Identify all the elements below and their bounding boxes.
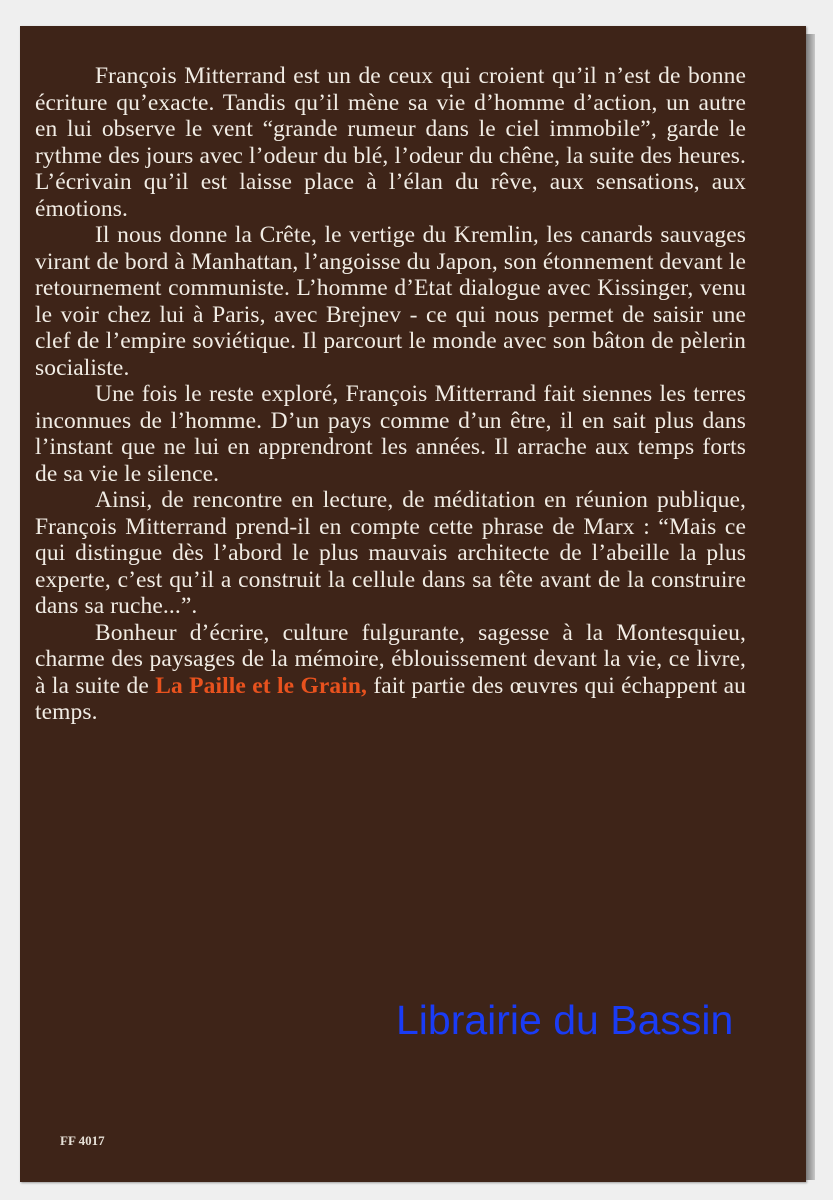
price-code: FF 4017 [60,1133,105,1148]
blurb-paragraph-5 [35,620,746,726]
blurb-paragraph-4: Ainsi, de rencontre en lecture, de méditation en réunion publique, François Mitterrand prend-il en compte cette phrase de Marx : “Mais ce qui distingue dès l’abord le plus mauvais architecte de l’abeille la plus experte, c’est qu’il a construit la cellule dans sa tête avant de la construire dans sa ruche...”. [35,487,746,619]
book-title-reference: La Paille et le Grain, [155,672,367,699]
blurb-paragraph-2: Il nous donne la Crête, le vertige du Kremlin, les canards sauvages virant de bord à Manhattan, l’angoisse du Japon, son étonnement devant le retournement communiste. L’homme d’Etat dialogue avec Kissinger, venu le voir chez lui à Paris, avec Brejnev - ce qui nous permet de saisir une clef de l’empire soviétique. Il parcourt le monde avec son bâton de pèlerin socialiste. [35,222,746,381]
blurb-paragraph-5-lead: Bonheur d’écrire, culture fulgurante, sagesse à la Montesquieu, charme des paysages de la mémoire, éblouissement devant la vie, ce livre, à la suite de [35,619,746,699]
book-page-edge [806,34,815,1180]
blurb-paragraph-1: François Mitterrand est un de ceux qui croient qu’il n’est de bonne écriture qu’exacte. Tandis qu’il mène sa vie d’homme d’action, un autre en lui observe le vent “grande rumeur dans le ciel immobile”, garde le rythme des jours avec l’odeur du blé, l’odeur du chêne, la suite des heures. L’écrivain qu’il est laisse place à l’élan du rêve, aux sensations, aux émotions. [35,63,746,222]
blurb-text [35,63,746,726]
blurb-paragraph-3: Une fois le reste exploré, François Mitterrand fait siennes les terres inconnues de l’homme. D’un pays comme d’un être, il en sait plus dans l’instant que ne lui en apprendront les années. Il arrache aux temps forts de sa vie le silence. [35,381,746,487]
bookseller-watermark: Librairie du Bassin [396,997,734,1043]
blurb-paragraph-5-tail: fait partie des œuvres qui échappent au temps. [35,672,746,725]
